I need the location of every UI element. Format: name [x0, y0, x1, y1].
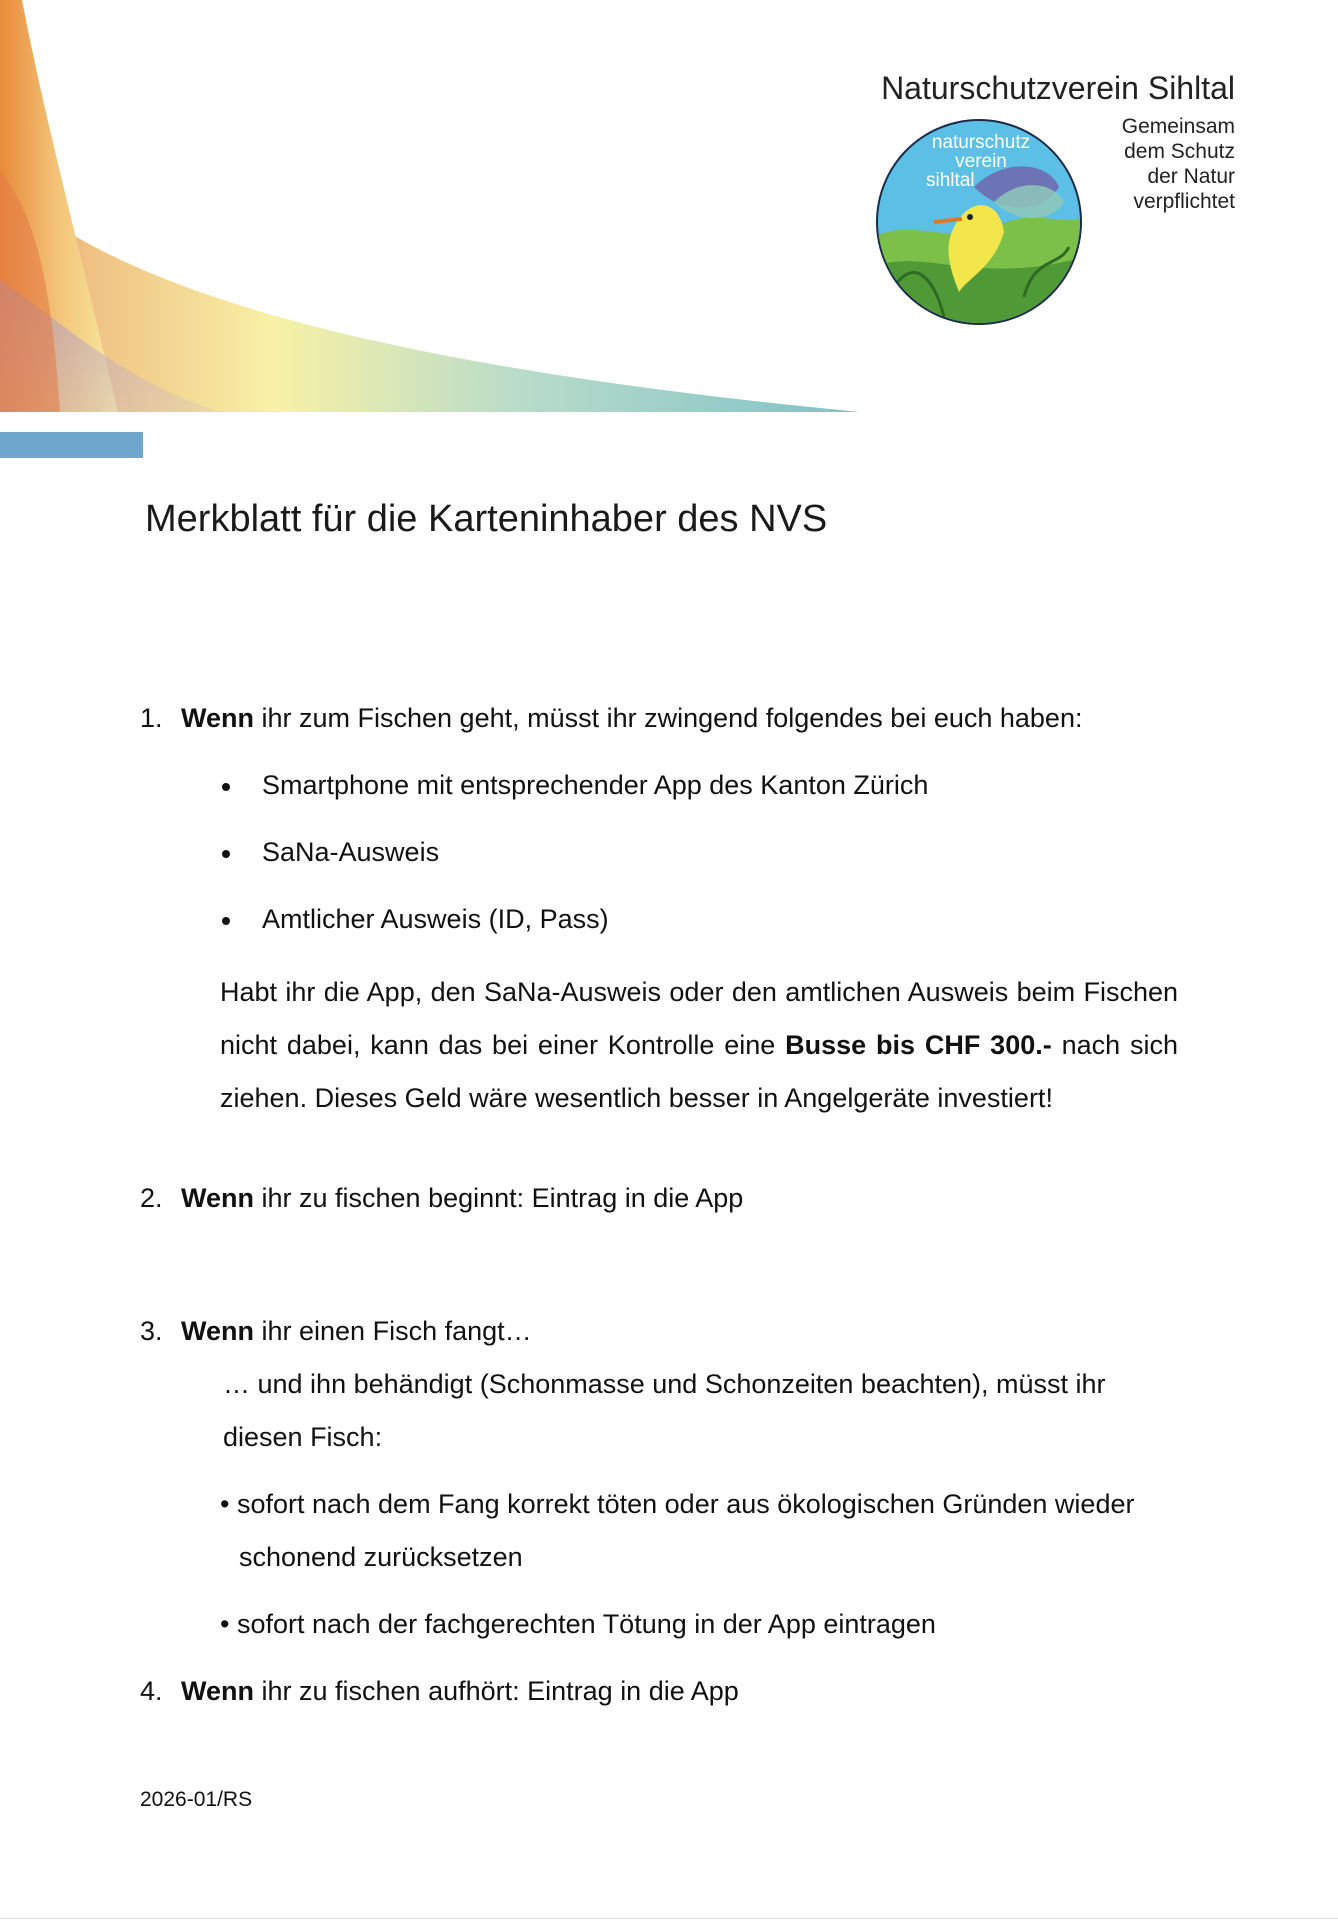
sub-line: diesen Fisch:	[223, 1422, 383, 1452]
logo-text-line: sihltal	[926, 170, 975, 191]
item-body: ihr einen Fisch fangt…	[254, 1316, 532, 1346]
bullet-item: Smartphone mit entsprechender App des Kanton Zürich	[262, 770, 929, 800]
bullet-item: SaNa-Ausweis	[262, 837, 440, 867]
item-body: ihr zu fischen beginnt: Eintrag in die App	[254, 1183, 744, 1213]
bullet-item: • sofort nach dem Fang korrekt töten oder aus ökologischen Gründen wieder	[220, 1489, 1135, 1519]
notice-text: nach sich ziehen. Dieses Geld wäre wesentlich besser in Angelgeräte investiert!	[220, 1030, 1178, 1113]
item-3-text	[181, 1316, 532, 1347]
logo-text-line: naturschutz	[931, 132, 1031, 153]
page-edge	[0, 1918, 1338, 1919]
tagline-line: dem Schutz	[1124, 140, 1235, 163]
item-lead: Wenn	[181, 703, 254, 733]
bullet-icon	[222, 917, 230, 925]
item-number: 3.	[140, 1316, 163, 1346]
bullet-item: Amtlicher Ausweis (ID, Pass)	[262, 904, 609, 934]
item-4-text	[181, 1676, 739, 1707]
document-code: 2026-01/RS	[140, 1788, 253, 1811]
sub-line: … und ihn behändigt (Schonmasse und Schonzeiten beachten), müsst ihr	[223, 1369, 1106, 1399]
bullet-item: schonend zurücksetzen	[239, 1542, 523, 1572]
bullet-item: • sofort nach der fachgerechten Tötung in der App eintragen	[220, 1609, 936, 1639]
tagline-line: der Natur	[1147, 165, 1235, 188]
accent-bar	[0, 432, 143, 458]
item-body: ihr zum Fischen geht, müsst ihr zwingend folgendes bei euch haben:	[254, 703, 1083, 733]
logo-text-line: verein	[955, 151, 1007, 172]
decorative-swoosh	[0, 0, 860, 420]
logo-text	[918, 133, 1044, 190]
page-title: Merkblatt für die Karteninhaber des NVS	[145, 498, 828, 540]
fine-notice	[220, 966, 1178, 1125]
item-number: 4.	[140, 1676, 163, 1706]
item-lead: Wenn	[181, 1676, 254, 1706]
org-name: Naturschutzverein Sihltal	[881, 70, 1235, 106]
item-2-text	[181, 1183, 743, 1214]
tagline-line: Gemeinsam	[1121, 115, 1235, 138]
bullet-icon	[222, 783, 230, 791]
tagline	[1122, 114, 1235, 214]
item-number: 2.	[140, 1183, 163, 1213]
tagline-line: verpflichtet	[1133, 190, 1235, 213]
item-lead: Wenn	[181, 1316, 254, 1346]
fine-amount: Busse bis CHF 300.-	[785, 1030, 1052, 1060]
item-number: 1.	[140, 703, 163, 733]
item-lead: Wenn	[181, 1183, 254, 1213]
item-body: ihr zu fischen aufhört: Eintrag in die App	[254, 1676, 739, 1706]
item-1-text	[181, 703, 1082, 734]
bullet-icon	[222, 850, 230, 858]
notice-text: Habt ihr die App, den SaNa-Ausweis oder den amtlichen Ausweis beim Fischen nicht dabei, kann das bei einer Kontrolle eine	[220, 977, 1178, 1060]
